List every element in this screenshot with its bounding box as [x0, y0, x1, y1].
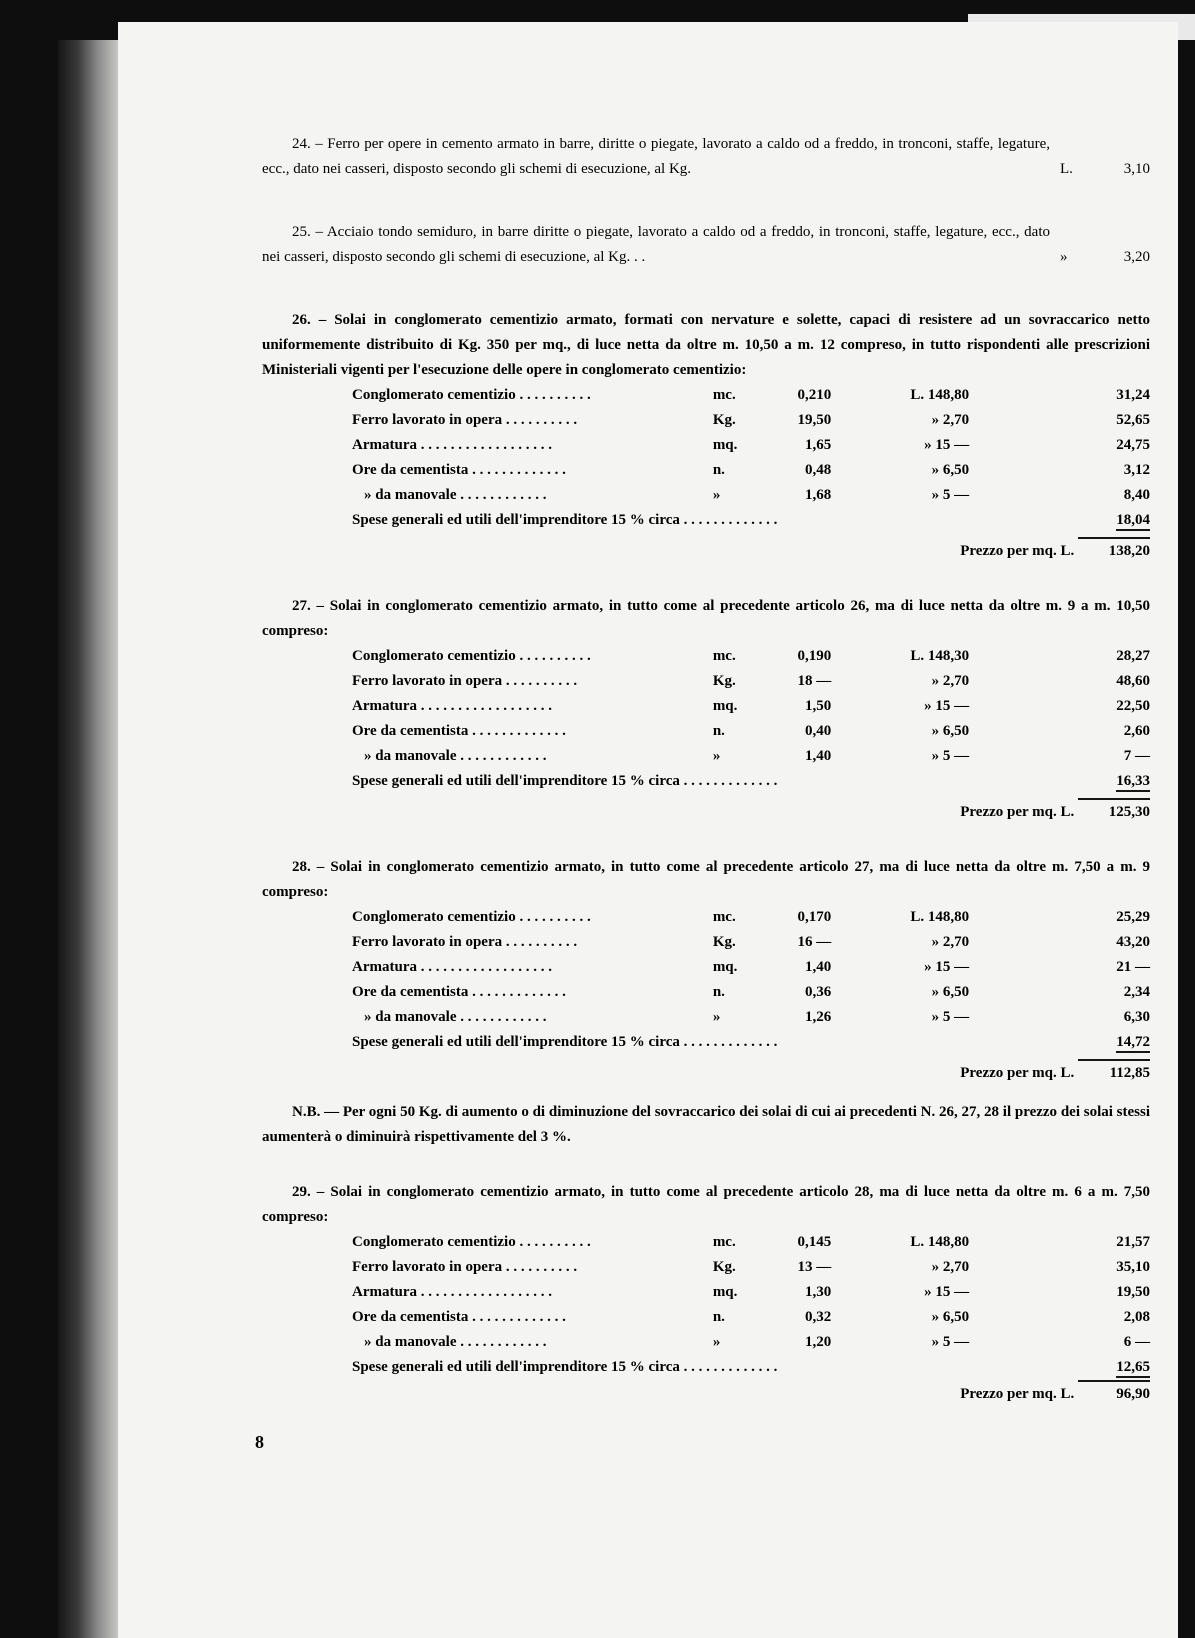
row-price: L. 148,80 — [910, 1234, 970, 1250]
final-price-label: Prezzo per mq. L. — [960, 804, 1075, 820]
overhead-total: 14,72 — [1116, 1034, 1150, 1053]
table-row — [352, 1230, 1150, 1255]
row-qty: 0,40 — [804, 723, 832, 739]
row-price: » 15 — — [924, 698, 970, 714]
item-26-final-price — [262, 537, 1150, 564]
row-qty: 0,190 — [797, 648, 832, 664]
row-unit: n. — [712, 984, 725, 1000]
final-price-label: Prezzo per mq. L. — [960, 1386, 1075, 1402]
row-price: » 6,50 — [931, 984, 970, 1000]
final-price-value: 138,20 — [1078, 537, 1150, 564]
item-29-description: 29. – Solai in conglomerato cementizio armato, in tutto come al precedente articolo 28, ma di luce netta da oltre m. 6 a m. 7,50 compreso: — [262, 1184, 1150, 1225]
overhead-desc: Spese generali ed utili dell'imprenditore 15 % circa . . . . . . . . . . . . . — [352, 773, 778, 789]
table-row — [352, 433, 1150, 458]
row-total: 6,30 — [1123, 1009, 1150, 1025]
overhead-total: 18,04 — [1116, 512, 1150, 531]
row-total: 6 — — [1123, 1334, 1150, 1350]
nb-note-text: N.B. — Per ogni 50 Kg. di aumento o di diminuzione del sovraccarico dei solai di cui ai precedenti N. 26, 27, 28 il prezzo dei solai stessi aumenterà o diminuirà rispettivamente del 3 %. — [262, 1104, 1150, 1145]
row-price: L. 148,80 — [910, 387, 970, 403]
final-price-label: Prezzo per mq. L. — [960, 543, 1075, 559]
row-unit: » — [712, 1009, 721, 1025]
row-total: 48,60 — [1116, 673, 1150, 689]
row-total: 3,12 — [1123, 462, 1150, 478]
row-qty: 1,50 — [804, 698, 832, 714]
overhead-desc: Spese generali ed utili dell'imprenditore 15 % circa . . . . . . . . . . . . . — [352, 1359, 778, 1375]
item-28-description: 28. – Solai in conglomerato cementizio armato, in tutto come al precedente articolo 27, ma di luce netta da oltre m. 7,50 a m. 9 compreso: — [262, 859, 1150, 900]
row-desc: Armatura . . . . . . . . . . . . . . . . . . — [352, 698, 552, 714]
overhead-row — [352, 508, 1150, 533]
row-qty: 1,65 — [804, 437, 832, 453]
row-price: » 5 — — [931, 1009, 970, 1025]
row-unit: mq. — [712, 437, 738, 453]
row-desc: Armatura . . . . . . . . . . . . . . . . . . — [352, 437, 552, 453]
row-total: 7 — — [1123, 748, 1150, 764]
row-qty: 0,210 — [797, 387, 832, 403]
row-desc: Ferro lavorato in opera . . . . . . . . . . — [352, 1259, 578, 1275]
row-qty: 19,50 — [797, 412, 832, 428]
table-row — [352, 458, 1150, 483]
table-row — [352, 744, 1150, 769]
final-price-value: 112,85 — [1078, 1059, 1150, 1086]
row-price: L. 148,30 — [910, 648, 970, 664]
table-row — [352, 1305, 1150, 1330]
table-row — [352, 719, 1150, 744]
final-price-value: 96,90 — [1078, 1380, 1150, 1407]
row-total: 2,34 — [1123, 984, 1150, 1000]
row-qty: 0,32 — [804, 1309, 832, 1325]
row-desc: Conglomerato cementizio . . . . . . . . . . — [352, 909, 591, 925]
row-desc: Conglomerato cementizio . . . . . . . . . . — [352, 387, 591, 403]
row-desc: Ore da cementista . . . . . . . . . . . . . — [352, 723, 566, 739]
item-24-description: 24. – Ferro per opere in cemento armato in barre, diritte o piegate, lavorato a caldo od a freddo, in tronconi, staffe, legature, ecc., dato nei casseri, disposto secondo gli schemi di esecuzione, al Kg. — [262, 136, 1050, 177]
row-desc: Conglomerato cementizio . . . . . . . . . . — [352, 648, 591, 664]
row-price: » 2,70 — [931, 934, 970, 950]
row-desc: » da manovale . . . . . . . . . . . . — [364, 1009, 547, 1025]
row-desc: Armatura . . . . . . . . . . . . . . . . . . — [352, 1284, 552, 1300]
item-28-final-price — [262, 1059, 1150, 1086]
row-desc: Conglomerato cementizio . . . . . . . . . . — [352, 1234, 591, 1250]
item-27-text — [262, 594, 1150, 644]
item-26-cost-table — [352, 383, 1150, 533]
table-row — [352, 694, 1150, 719]
row-price: » 6,50 — [931, 1309, 970, 1325]
table-row — [352, 408, 1150, 433]
row-price: » 6,50 — [931, 723, 970, 739]
row-desc: Ore da cementista . . . . . . . . . . . . . — [352, 1309, 566, 1325]
row-unit: mc. — [712, 1234, 736, 1250]
row-desc: Armatura . . . . . . . . . . . . . . . . . . — [352, 959, 552, 975]
row-total: 2,08 — [1123, 1309, 1150, 1325]
row-unit: n. — [712, 462, 725, 478]
item-26-description: 26. – Solai in conglomerato cementizio armato, formati con nervature e solette, capaci di resistere ad un sovraccarico netto uniformemente distribuito di Kg. 350 per mq., di luce netta da oltre m. 10,50 a m. 12 compreso, in tutto rispondenti alle prescrizioni Ministeriali vigenti per l'esecuzione delle opere in conglomerato cementizio: — [262, 312, 1150, 378]
row-unit: Kg. — [712, 934, 736, 950]
overhead-desc: Spese generali ed utili dell'imprenditore 15 % circa . . . . . . . . . . . . . — [352, 512, 778, 528]
row-total: 8,40 — [1123, 487, 1150, 503]
row-qty: 0,170 — [797, 909, 832, 925]
row-price: » 15 — — [924, 437, 970, 453]
row-unit: Kg. — [712, 412, 736, 428]
row-price: L. 148,80 — [910, 909, 970, 925]
row-price: » 6,50 — [931, 462, 970, 478]
item-24-unit: L. — [1060, 161, 1073, 177]
item-29-text — [262, 1180, 1150, 1230]
item-29-cost-table — [352, 1230, 1150, 1380]
row-qty: 1,40 — [804, 748, 832, 764]
row-unit: » — [712, 748, 721, 764]
item-29-final-price — [262, 1380, 1150, 1407]
overhead-row — [352, 1030, 1150, 1055]
final-price-value: 125,30 — [1078, 798, 1150, 825]
row-unit: » — [712, 1334, 721, 1350]
nb-note — [262, 1100, 1150, 1150]
item-28-cost-table — [352, 905, 1150, 1055]
book-gutter-shadow — [58, 40, 124, 1638]
item-25-unit: » — [1060, 249, 1068, 265]
row-total: 21 — — [1116, 959, 1150, 975]
page-number: 8 — [255, 1432, 264, 1452]
row-unit: mc. — [712, 648, 736, 664]
row-total: 24,75 — [1116, 437, 1150, 453]
row-qty: 0,48 — [804, 462, 832, 478]
overhead-total: 16,33 — [1116, 773, 1150, 792]
row-unit: » — [712, 487, 721, 503]
row-price: » 2,70 — [931, 1259, 970, 1275]
table-row — [352, 1255, 1150, 1280]
item-24 — [262, 132, 1150, 182]
item-25 — [262, 220, 1150, 270]
overhead-row — [352, 769, 1150, 794]
page-content — [262, 132, 1150, 1407]
row-total: 25,29 — [1116, 909, 1150, 925]
row-desc: » da manovale . . . . . . . . . . . . — [364, 1334, 547, 1350]
row-qty: 13 — — [797, 1259, 832, 1275]
table-row — [352, 383, 1150, 408]
row-unit: n. — [712, 1309, 725, 1325]
final-price-label: Prezzo per mq. L. — [960, 1065, 1075, 1081]
row-desc: Ore da cementista . . . . . . . . . . . . . — [352, 462, 566, 478]
row-qty: 1,30 — [804, 1284, 832, 1300]
table-row — [352, 1005, 1150, 1030]
row-qty: 1,26 — [804, 1009, 832, 1025]
table-row — [352, 644, 1150, 669]
row-unit: n. — [712, 723, 725, 739]
row-qty: 0,145 — [797, 1234, 832, 1250]
row-total: 28,27 — [1116, 648, 1150, 664]
table-row — [352, 980, 1150, 1005]
item-24-text — [262, 132, 1050, 182]
item-26-text — [262, 308, 1150, 383]
row-unit: Kg. — [712, 673, 736, 689]
row-total: 21,57 — [1116, 1234, 1150, 1250]
overhead-total: 12,65 — [1116, 1359, 1150, 1378]
row-price: » 5 — — [931, 487, 970, 503]
overhead-row — [352, 1355, 1150, 1380]
item-25-text — [262, 220, 1050, 270]
item-25-description: 25. – Acciaio tondo semiduro, in barre diritte o piegate, lavorato a caldo od a freddo, in tronconi, staffe, legature, ecc., dato nei casseri, disposto secondo gli schemi di esecuzione, al Kg. . . — [262, 224, 1050, 265]
table-row — [352, 1280, 1150, 1305]
row-price: » 5 — — [931, 1334, 970, 1350]
row-unit: mq. — [712, 1284, 738, 1300]
row-desc: Ferro lavorato in opera . . . . . . . . . . — [352, 673, 578, 689]
row-price: » 5 — — [931, 748, 970, 764]
row-total: 22,50 — [1116, 698, 1150, 714]
table-row — [352, 1330, 1150, 1355]
row-desc: » da manovale . . . . . . . . . . . . — [364, 487, 547, 503]
row-unit: mc. — [712, 387, 736, 403]
row-desc: Ore da cementista . . . . . . . . . . . . . — [352, 984, 566, 1000]
row-total: 35,10 — [1116, 1259, 1150, 1275]
table-row — [352, 955, 1150, 980]
table-row — [352, 930, 1150, 955]
row-unit: Kg. — [712, 1259, 736, 1275]
item-25-price: 3,20 — [1123, 249, 1150, 265]
row-total: 31,24 — [1116, 387, 1150, 403]
row-total: 52,65 — [1116, 412, 1150, 428]
row-price: » 2,70 — [931, 673, 970, 689]
row-qty: 16 — — [797, 934, 832, 950]
row-total: 43,20 — [1116, 934, 1150, 950]
overhead-desc: Spese generali ed utili dell'imprenditore 15 % circa . . . . . . . . . . . . . — [352, 1034, 778, 1050]
row-unit: mq. — [712, 959, 738, 975]
row-unit: mq. — [712, 698, 738, 714]
row-desc: » da manovale . . . . . . . . . . . . — [364, 748, 547, 764]
item-28-text — [262, 855, 1150, 905]
row-qty: 1,68 — [804, 487, 832, 503]
row-qty: 0,36 — [804, 984, 832, 1000]
row-price: » 15 — — [924, 1284, 970, 1300]
item-27-cost-table — [352, 644, 1150, 794]
row-qty: 1,40 — [804, 959, 832, 975]
row-unit: mc. — [712, 909, 736, 925]
row-total: 19,50 — [1116, 1284, 1150, 1300]
row-desc: Ferro lavorato in opera . . . . . . . . . . — [352, 412, 578, 428]
table-row — [352, 669, 1150, 694]
table-row — [352, 905, 1150, 930]
item-27-final-price — [262, 798, 1150, 825]
item-24-price: 3,10 — [1123, 161, 1150, 177]
item-27-description: 27. – Solai in conglomerato cementizio armato, in tutto come al precedente articolo 26, ma di luce netta da oltre m. 9 a m. 10,50 compreso: — [262, 598, 1150, 639]
table-row — [352, 483, 1150, 508]
row-price: » 2,70 — [931, 412, 970, 428]
row-price: » 15 — — [924, 959, 970, 975]
row-desc: Ferro lavorato in opera . . . . . . . . . . — [352, 934, 578, 950]
row-qty: 18 — — [797, 673, 832, 689]
row-total: 2,60 — [1123, 723, 1150, 739]
row-qty: 1,20 — [804, 1334, 832, 1350]
